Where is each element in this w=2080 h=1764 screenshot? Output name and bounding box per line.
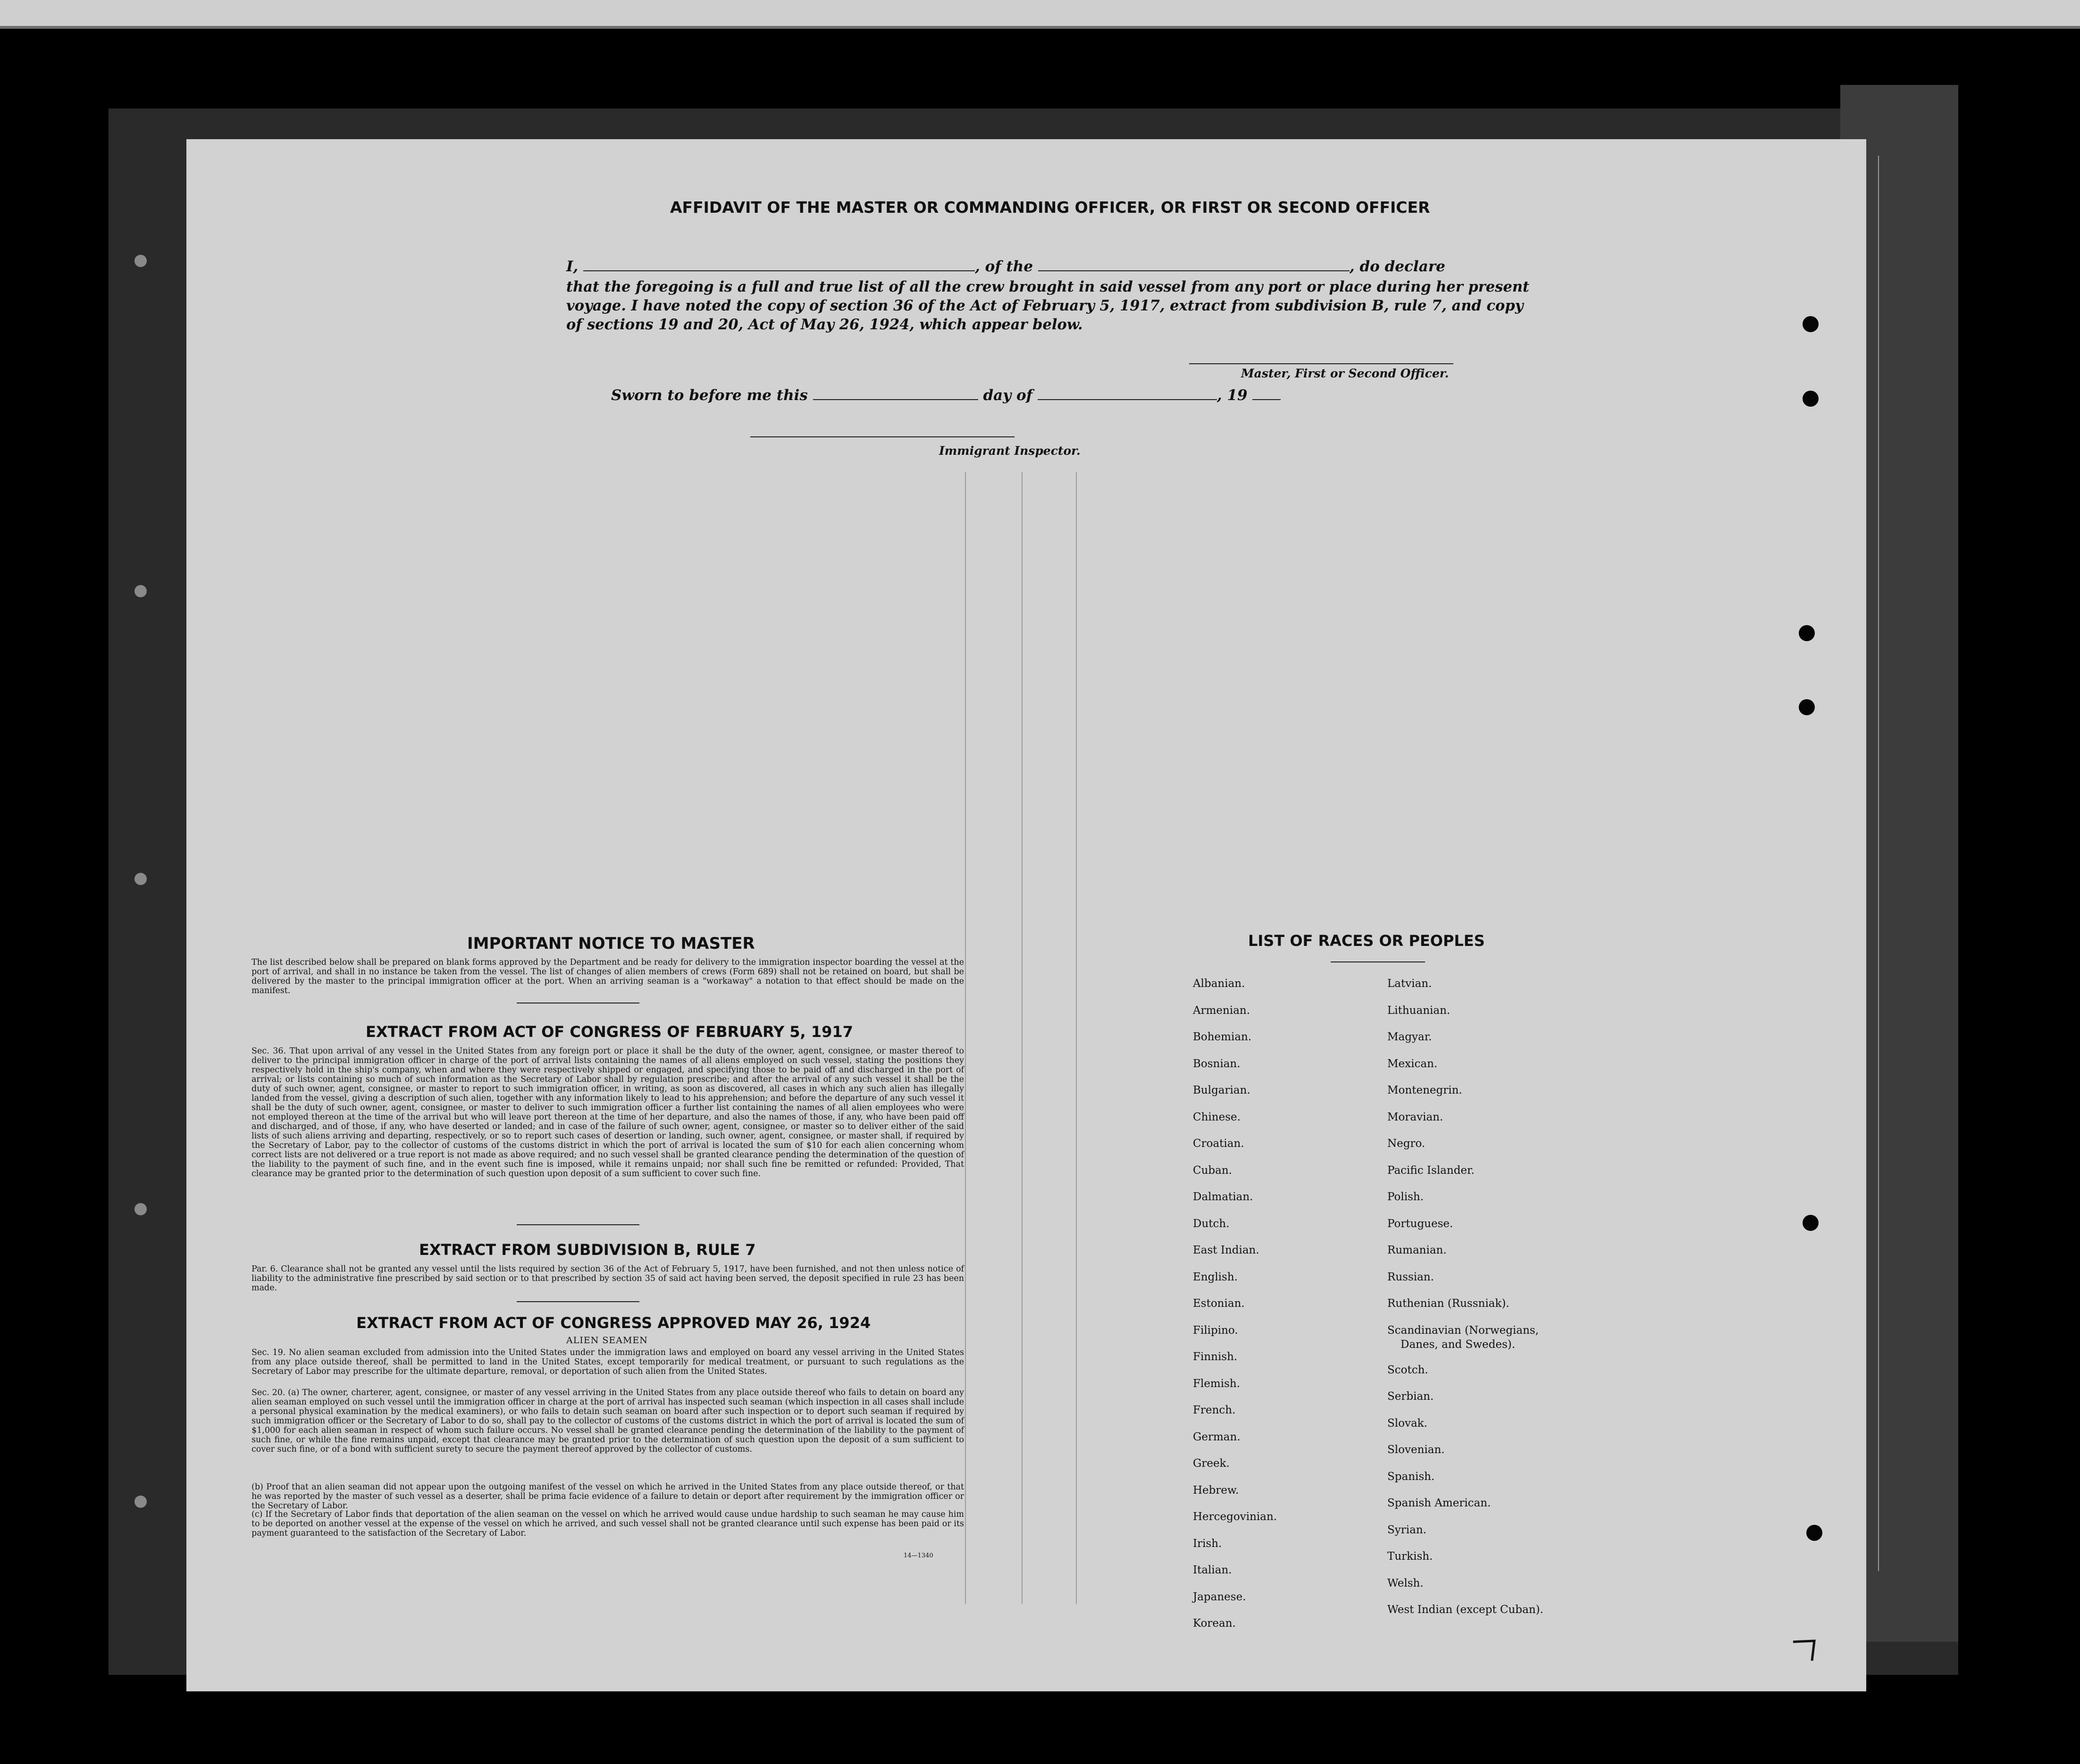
sworn-day-of: day of: [983, 387, 1033, 404]
race-item: Bohemian.: [1193, 1031, 1252, 1043]
race-item: Moravian.: [1387, 1111, 1443, 1123]
alien-seamen-subtitle: ALIEN SEAMEN: [566, 1335, 648, 1346]
race-item: Scotch.: [1387, 1363, 1428, 1376]
race-item: Pacific Islander.: [1387, 1164, 1475, 1177]
binder-hole: [1806, 1525, 1822, 1541]
races-column-2: [1387, 977, 1543, 1630]
race-item: Russian.: [1387, 1271, 1434, 1283]
sworn-year-field[interactable]: [1252, 387, 1281, 400]
binder-hole: [1803, 316, 1819, 332]
race-item: Magyar.: [1387, 1031, 1432, 1043]
race-item: West Indian (except Cuban).: [1387, 1604, 1543, 1616]
race-item: Hebrew.: [1193, 1484, 1239, 1496]
extract-1924-title: EXTRACT FROM ACT OF CONGRESS APPROVED MAY 26, 1924: [356, 1314, 871, 1332]
sec20c-text: (c) If the Secretary of Labor finds that deportation of the alien seaman on the vessel on which he arrived would cause undue hardship to such seaman he may cause him to be deported on another vessel at the expense of the vessel on which he arrived, and such vessel shall not be granted clearance until such expense has been paid or its payment guaranteed to the satisfaction of the Secretary of Labor.: [252, 1510, 964, 1538]
sworn-text: Sworn to before me this: [611, 387, 808, 404]
section-divider: [1331, 961, 1425, 962]
race-item: Slovak.: [1387, 1417, 1427, 1430]
race-item: East Indian.: [1193, 1244, 1259, 1256]
rule7-title: EXTRACT FROM SUBDIVISION B, RULE 7: [419, 1241, 756, 1259]
race-item: Rumanian.: [1387, 1244, 1447, 1256]
binder-hole: [1799, 625, 1815, 641]
race-item: Finnish.: [1193, 1351, 1238, 1363]
bleed-column-line: [1022, 472, 1023, 1604]
race-item: Croatian.: [1193, 1137, 1244, 1150]
race-item: Hercegovinian.: [1193, 1511, 1277, 1523]
race-item: German.: [1193, 1430, 1241, 1443]
binder-hole: [134, 255, 147, 267]
affidavit-line2: that the foregoing is a full and true list of all the crew brought in said vessel from any port or place during her present: [566, 278, 1529, 295]
inspector-caption: Immigrant Inspector.: [939, 444, 1081, 458]
bleed-column-line: [1076, 472, 1077, 1604]
race-item: Latvian.: [1387, 978, 1432, 990]
race-item: French.: [1193, 1404, 1236, 1416]
race-item: Armenian.: [1193, 1004, 1250, 1017]
binder-hole: [1799, 699, 1815, 715]
race-item: Bulgarian.: [1193, 1084, 1250, 1096]
bleed-edge-line: [1878, 156, 1879, 1571]
race-item: Spanish American.: [1387, 1497, 1491, 1509]
document-page: [186, 139, 1866, 1691]
extract-1917-text: Sec. 36. That upon arrival of any vessel in the United States from any foreign port or place it shall be the duty of the owner, agent, consignee, or master thereof to deliver to the principal immigration officer in charge of the port of arrival lists containing the names of all aliens employed on such vessel, stating the positions they respectively hold in the ship's company, when and where they were respectively shipped or engaged, and specifying those to be paid off and discharged in the port of arrival; or lists containing so much of such information as the Secretary of Labor shall by regulation prescribe; and after the arrival of any such vessel it shall be the duty of such owner, agent, consignee, or master to report to such immigration officer, in writing, as soon as discovered, all cases in which any such alien has illegally landed from the vessel, giving a description of such alien, together with any information likely to lead to his apprehension; and before the departure of any such vessel it shall be the duty of such owner, agent, consignee, or master to deliver to such immigration officer a further list containing the names of all alien employees who were not employed thereon at the time of the arrival but who will leave port thereon at the time of her departure, and also the names of those, if any, who have been paid off and discharged, and of those, if any, who have deserted or landed; and in case of the failure of such owner, agent, consignee, or master so to deliver either of the said lists of such aliens arriving and departing, respectively, or so to report such cases of desertion or landing, such owner, agent, consignee, or master shall, if required by the Secretary of Labor, pay to the collector of customs of the customs district in which the port of arrival is located the sum of $10 for each alien concerning whom correct lists are not delivered or a true report is not made as above required; and no such vessel shall be granted clearance pending the determination of the question of the liability to the payment of such fine, and in the event such fine is imposed, while it remains unpaid; nor shall such fine be remitted or refunded: Provided, That clearance may be granted prior to the determination of such question upon deposit of a sum sufficient to cover such fine.: [252, 1046, 964, 1179]
scanner-top-band: [0, 0, 2080, 26]
affidavit-do-declare: , do declare: [1349, 258, 1445, 275]
races-title: LIST OF RACES OR PEOPLES: [1248, 932, 1485, 950]
binder-hole: [1803, 391, 1819, 407]
affidavit-line3: voyage. I have noted the copy of section 36 of the Act of February 5, 1917, extract from subdivision B, rule 7, and copy: [566, 297, 1524, 314]
sworn-line: [611, 386, 1281, 405]
race-item: Dalmatian.: [1193, 1191, 1253, 1203]
race-item: Italian.: [1193, 1564, 1232, 1576]
race-item: Estonian.: [1193, 1297, 1245, 1310]
race-item: English.: [1193, 1271, 1238, 1283]
affidavit-line4: of sections 19 and 20, Act of May 26, 1924, which appear below.: [566, 316, 1083, 333]
affidavit-title: AFFIDAVIT OF THE MASTER OR COMMANDING OFFICER, OR FIRST OR SECOND OFFICER: [670, 198, 1430, 217]
race-item: Japanese.: [1193, 1590, 1246, 1603]
race-item: Flemish.: [1193, 1377, 1241, 1390]
master-caption: Master, First or Second Officer.: [1241, 367, 1449, 380]
binder-hole: [134, 585, 147, 597]
race-item: Greek.: [1193, 1457, 1230, 1470]
binder-hole: [134, 1496, 147, 1508]
race-item: Turkish.: [1387, 1550, 1433, 1563]
race-item: Bosnian.: [1193, 1057, 1241, 1070]
vessel-name-field[interactable]: [1038, 258, 1350, 271]
affidavit-i: I,: [566, 258, 579, 275]
sworn-month-field[interactable]: [1038, 387, 1217, 400]
race-item: Chinese.: [1193, 1111, 1241, 1123]
form-number: 14—1340: [904, 1552, 933, 1559]
sworn-year-prefix: , 19: [1216, 387, 1248, 404]
race-item-multiline: [1387, 1323, 1543, 1363]
section-divider: [517, 1301, 639, 1302]
notice-text: The list described below shall be prepared on blank forms approved by the Department and be ready for delivery to the immigration inspector boarding the vessel at the port of arrival, and shall in no instance be taken from the vessel. The list of changes of alien members of crews (Form 689) shall not be retained on board, but shall be delivered by the master to the principal immigration officer at the port. When an arriving seaman is a "workaway" a notation to that effect should be made on the manifest.: [252, 958, 964, 995]
race-item: Filipino.: [1193, 1324, 1238, 1337]
inspector-signature-line[interactable]: [750, 436, 1015, 437]
scanner-top-line: [0, 26, 2080, 29]
race-item: Mexican.: [1387, 1057, 1438, 1070]
extract-1917-title: EXTRACT FROM ACT OF CONGRESS OF FEBRUARY 5, 1917: [366, 1023, 853, 1041]
race-item: Dutch.: [1193, 1217, 1230, 1230]
affidavit-of-the: , of the: [975, 258, 1033, 275]
race-item: Spanish.: [1387, 1470, 1435, 1483]
sec20a-text: Sec. 20. (a) The owner, charterer, agent, consignee, or master of any vessel arriving in the United States from any place outside thereof who fails to detain on board any alien seaman employed on such vessel until the immigration officer in charge at the port of arrival has inspected such seaman (which inspection in all cases shall include a personal physical examination by the medical examiners), or who fails to detain such seaman on board after such inspection or to deport such seaman if required by such immigration officer or the Secretary of Labor to do so, shall pay to the collector of customs of the customs district in which the port of arrival is located the sum of $1,000 for each alien seaman in respect of whom such failure occurs. No vessel shall be granted clearance pending the determination of the liability to the payment of such fine, or while the fine remains unpaid, except that clearance may be granted prior to the determination of such question upon the deposit of a sum sufficient to cover such fine, or of a bond with sufficient surety to secure the payment thereof approved by the collector of customs.: [252, 1388, 964, 1454]
affidavit-line1: [566, 257, 1491, 276]
master-name-field[interactable]: [583, 258, 975, 271]
race-item: Welsh.: [1387, 1577, 1424, 1589]
races-column-1: [1193, 977, 1277, 1643]
race-item: Albanian.: [1193, 978, 1245, 990]
binder-hole: [134, 1203, 147, 1215]
notice-title: IMPORTANT NOTICE TO MASTER: [467, 934, 755, 953]
race-item: Syrian.: [1387, 1523, 1426, 1536]
race-item: Lithuanian.: [1387, 1004, 1451, 1017]
race-item: Polish.: [1387, 1191, 1424, 1203]
race-item-continuation: Danes, and Swedes).: [1401, 1338, 1516, 1351]
bleed-column-line: [965, 472, 966, 1604]
handwritten-mark: [1788, 1628, 1826, 1665]
binder-hole: [134, 873, 147, 885]
section-divider: [517, 1224, 639, 1225]
race-item: Cuban.: [1193, 1164, 1232, 1177]
binder-hole: [1803, 1215, 1819, 1231]
rule7-text: Par. 6. Clearance shall not be granted any vessel until the lists required by section 36 of the Act of February 5, 1917, have been furnished, and not then unless notice of liability to the administrative fine prescribed by said section or to that prescribed by section 35 of said act having been served, the deposit specified in rule 23 has been made.: [252, 1264, 964, 1293]
race-item: Serbian.: [1387, 1390, 1434, 1403]
race-item: Scandinavian (Norwegians,: [1387, 1324, 1539, 1337]
race-item: Korean.: [1193, 1617, 1236, 1630]
race-item: Slovenian.: [1387, 1444, 1445, 1456]
race-item: Irish.: [1193, 1537, 1222, 1550]
sec19-text: Sec. 19. No alien seaman excluded from admission into the United States under the immigration laws and employed on board any vessel arriving in the United States from any place outside thereof, shall be permitted to land in the United States, except temporarily for medical treatment, or pursuant to such regulations as the Secretary of Labor may prescribe for the ultimate departure, removal, or deportation of such alien from the United States.: [252, 1348, 964, 1376]
race-item: Ruthenian (Russniak).: [1387, 1297, 1510, 1310]
race-item: Montenegrin.: [1387, 1084, 1462, 1096]
race-item: Portuguese.: [1387, 1217, 1453, 1230]
sec20b-text: (b) Proof that an alien seaman did not appear upon the outgoing manifest of the vessel on which he arrived in the United States from any place outside thereof, or that he was reported by the master of such vessel as a deserter, shall be prima facie evidence of a failure to detain or deport after requirement by the immigration officer or the Secretary of Labor.: [252, 1482, 964, 1511]
sworn-day-field[interactable]: [813, 387, 978, 400]
race-item: Negro.: [1387, 1137, 1426, 1150]
